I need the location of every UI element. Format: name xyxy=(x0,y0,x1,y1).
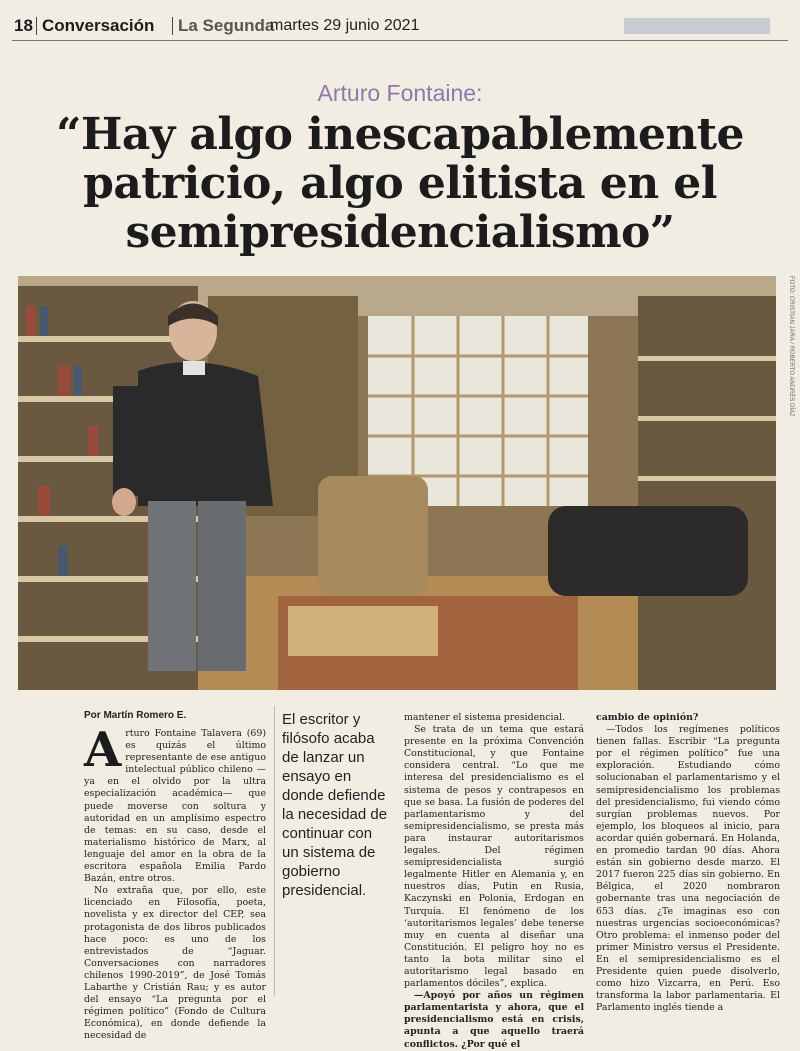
interview-question: cambio de opinión? xyxy=(596,712,699,723)
section-tag-box xyxy=(624,18,770,34)
paragraph: No extraña que, por ello, este licenciado en Filosofía, poeta, novelista y ex director del CEP, sea protagonista de dos libros publicados hace poco: es uno de los entrevistados de “Jaguar. Conversaciones con narradores chilenos 1990-2019”, de José Tomás Labarthe y Cristián Rau; y es autor del ensayo “La pregunta por el régimen político” (Fondo de Cultura Económica), en donde defiende la necesidad de xyxy=(84,885,266,1042)
section-name: Conversación xyxy=(42,16,155,35)
paragraph: mantener el sistema presidencial. xyxy=(404,712,566,723)
article-column-2 xyxy=(404,712,584,1051)
paragraph: —Todos los regímenes políticos tienen fallas. Escribir “La pregunta por el régimen político” fue una exploración. Estudiando cómo solucionaban el parlamentarismo y el semipresidencialismo los problemas del presidencialismo, fui viendo cómo surgían problemas nuevos. Por ejemplo, los bloqueos al inicio, para acordar quién gobernará. En Holanda, en promedio tardan 90 días. Ahora están sin gobierno desde marzo. El 2017 fueron 225 días sin gobierno. En Bélgica, el 2020 nombraron gobernante tras una negociación de 653 días. ¿Te imaginas eso con nuestras urgencias socioeconómicas? Otro problema: el inmenso poder del primer Ministro versus el Presidente. En el semipresidencialismo es el Presidente quien puede disolverlo, como hizo Vizcarra, en Perú. Eso transforma la labor parlamentaria. El Parlamento inglés tiende a xyxy=(596,724,780,1014)
newspaper-name: La Segunda xyxy=(178,16,275,35)
drop-cap: A xyxy=(84,722,122,778)
issue-date: martes 29 junio 2021 xyxy=(270,17,420,34)
paragraph: Se trata de un tema que estará presente en la próxima Convención Constitucional, y que Fontaine considera central. “Lo que me interesa del presidencialismo es el sistema de pesos y contrapesos en que se basa. La fusión de poderes del parlamentarismo y del semipresidencialismo, se presta más para instaurar autoritarismos legales. Del régimen semipresidencialista surgió legalmente Hitler en Alemania y, en nuestros días, Putin en Rusia, Kaczynski en Polonia, Erdogan en Turquía. El fenómeno de los ‘autoritarismos legales’ debe tenerse muy en cuenta al diseñar una Constitución. El peligro hoy no es tanto la bota militar sino el autoritarismo legal basado en parlamentos dóciles”, explica. xyxy=(404,724,584,990)
kicker: Arturo Fontaine: xyxy=(317,80,483,106)
pull-quote: El escritor y filósofo acaba de lanzar un ensayo en donde defiende la necesidad de continuar con un sistema de gobierno presidencial. xyxy=(282,711,388,899)
headline: “Hay algo inescapablemente patricio, algo elitista en el semipresidencialismo” xyxy=(56,109,744,258)
page-number: 18 xyxy=(14,16,33,35)
article-column-3 xyxy=(596,712,780,1014)
divider xyxy=(36,17,37,35)
paragraph: rturo Fontaine Talavera (69) es quizás el último representante de ese antiguo intelectual público chileno —ya en el olvido por la ultra especialización académica— que puede moverse con soltura y autoridad en un amplísimo espectro de temas: en su caso, desde el materialismo histórico de Marx, al lenguaje del amor en la obra de la escritora española Emilia Pardo Bazán, entre otros. xyxy=(84,728,266,885)
article-photo xyxy=(18,276,776,690)
interview-question: —Apoyó por años un régimen parlamentarista y ahora, que el presidencialismo está en crisis, apunta a que aquello traerá conflictos. ¿Por qué el xyxy=(404,990,584,1050)
column-rule xyxy=(274,706,275,996)
byline: Por Martín Romero E. xyxy=(84,710,187,721)
divider xyxy=(172,17,173,35)
article-column-1 xyxy=(84,722,266,1042)
masthead xyxy=(12,14,788,41)
photo-credit: FOTO: CRISTIAN JARA / ROBERTO ANDRÉS DÍAZ xyxy=(788,276,794,417)
